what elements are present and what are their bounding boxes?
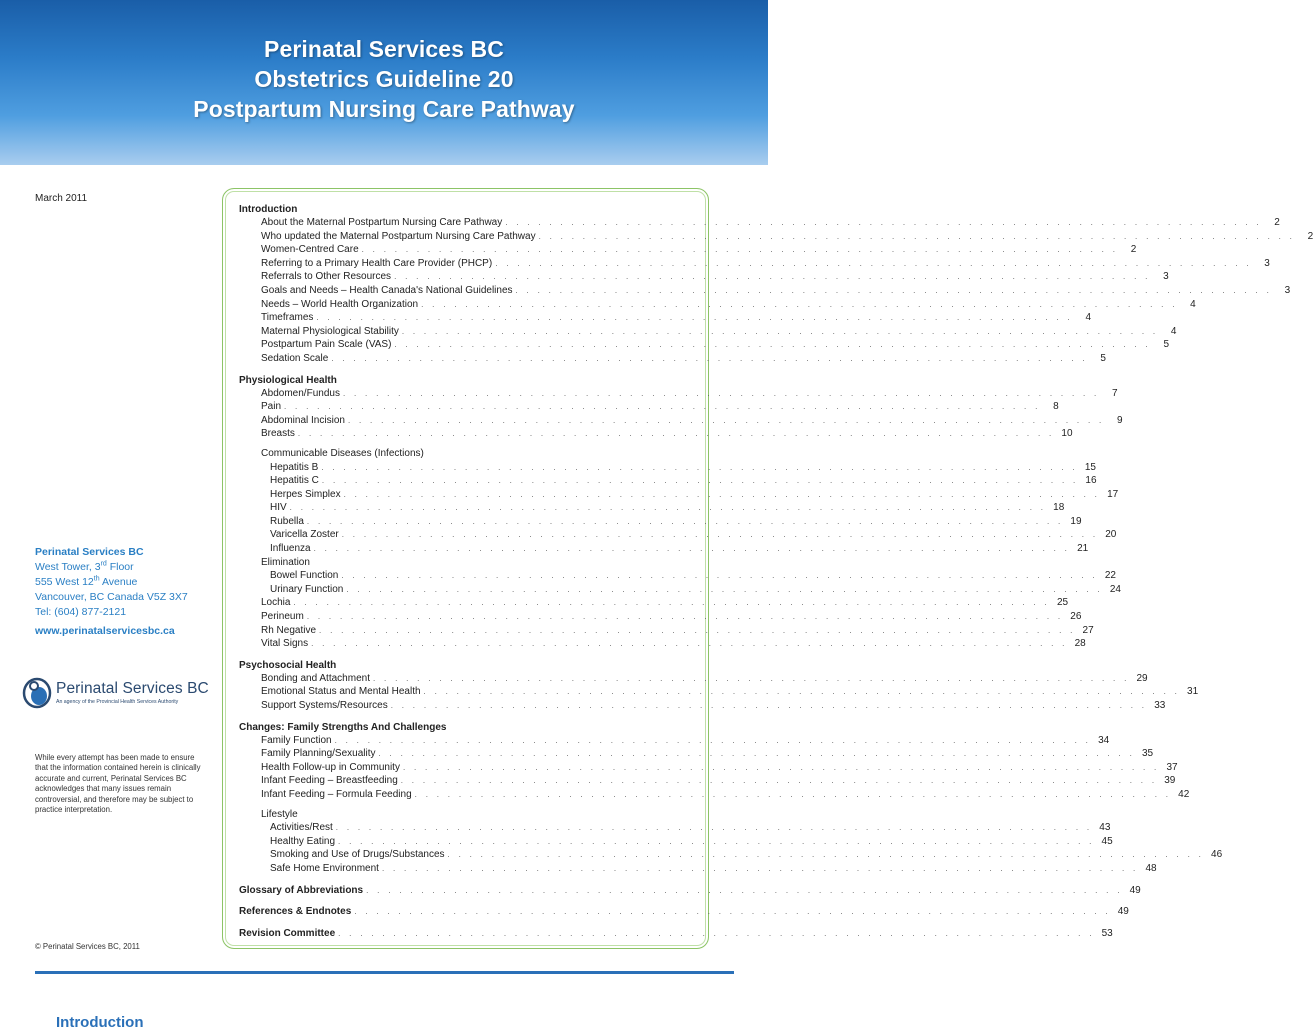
- toc-leader-dots: . . . . . . . . . . . . . . . . . . . . . . . . . . . . . . . . . . . . . . . . . . . . . . . . . . . . . . . . . . . . . . . . . . . . .: [313, 544, 1071, 554]
- toc-entry[interactable]: [239, 747, 1154, 761]
- toc-entry-title: Infant Feeding – Formula Feeding: [261, 788, 412, 800]
- toc-page-number: 3: [1163, 271, 1169, 283]
- header-title-line2: Obstetrics Guideline 20: [254, 65, 514, 92]
- toc-entry[interactable]: [239, 788, 1190, 802]
- logo-wordmark: [56, 680, 209, 705]
- toc-page-number: 4: [1085, 312, 1092, 324]
- toc-leader-dots: . . . . . . . . . . . . . . . . . . . . . . . . . . . . . . . . . . . . . . . . . . . . . . . . . . . . . . . . . . . . . . . . . . . . .: [505, 218, 1262, 227]
- toc-leader-dots: . . . . . . . . . . . . . . . . . . . . . . . . . . . . . . . . . . . . . . . . . . . . . . . . . . . . . . . . . . . . . . . . . . . . .: [381, 863, 1139, 873]
- toc-entry-title: Hepatitis B: [270, 461, 319, 473]
- toc-entry-title: Referrals to Other Resources: [261, 271, 392, 283]
- toc-entry-title: Abdominal Incision: [261, 414, 345, 426]
- toc-page-number: 22: [1104, 570, 1116, 582]
- footer-divider: [35, 971, 734, 974]
- toc-entry[interactable]: [239, 685, 1199, 699]
- toc-entry-title: About the Maternal Postpartum Nursing Care Pathway: [261, 217, 503, 228]
- toc-leader-dots: . . . . . . . . . . . . . . . . . . . . . . . . . . . . . . . . . . . . . . . . . . . . . . . . . . . . . . . . . . . . . . . . . . . . .: [372, 673, 1130, 683]
- toc-leader-dots: . . . . . . . . . . . . . . . . . . . . . . . . . . . . . . . . . . . . . . . . . . . . . . . . . . . . . . . . . . . . . . . . . . . . .: [515, 285, 1273, 295]
- contact-address-line3: Vancouver, BC Canada V5Z 3X7: [35, 591, 188, 603]
- toc-entry-title: Perineum: [261, 611, 304, 623]
- toc-list-references: [239, 905, 1129, 919]
- toc-entry[interactable]: [239, 699, 1166, 713]
- toc-entry-title: Maternal Physiological Stability: [261, 325, 399, 337]
- header-banner: [0, 0, 768, 165]
- toc-leader-dots: . . . . . . . . . . . . . . . . . . . . . . . . . . . . . . . . . . . . . . . . . . . . . . . . . . . . . . . . . . . . . . . . . . . . .: [378, 749, 1136, 759]
- toc-entry[interactable]: [239, 325, 1177, 339]
- website-link[interactable]: www.perinatalservicesbc.ca: [35, 625, 175, 637]
- toc-entry-title: Health Follow-up in Community: [261, 761, 400, 773]
- toc-page-number: 7: [1112, 387, 1118, 399]
- contact-block: [35, 545, 188, 639]
- toc-entry[interactable]: [239, 637, 1086, 651]
- toc-page-number: 17: [1107, 488, 1119, 500]
- toc-page-number: 43: [1099, 822, 1111, 834]
- toc-section-heading: Physiological Health: [239, 374, 337, 386]
- toc-list-psychosocial: [239, 672, 1199, 713]
- toc-entry[interactable]: [239, 848, 1223, 862]
- toc-entry[interactable]: [239, 905, 1129, 919]
- toc-page-number: 21: [1077, 543, 1089, 555]
- toc-page-number: 5: [1163, 339, 1170, 351]
- toc-page-number: 42: [1178, 788, 1190, 800]
- toc-entry[interactable]: [239, 387, 1118, 401]
- toc-leader-dots: . . . . . . . . . . . . . . . . . . . . . . . . . . . . . . . . . . . . . . . . . . . . . . . . . . . . . . . . . . . . . . . . . . . . .: [311, 639, 1068, 649]
- toc-entry[interactable]: [239, 311, 1092, 325]
- toc-page-number: 9: [1116, 414, 1123, 426]
- toc-entry-title: References & Endnotes: [239, 906, 352, 918]
- toc-entry-title: Hepatitis C: [270, 475, 319, 487]
- toc-entry-title: Herpes Simplex: [270, 488, 341, 500]
- copyright-notice: © Perinatal Services BC, 2011: [35, 942, 140, 951]
- toc-entry-title: Rubella: [270, 515, 304, 527]
- toc-list-physiological: [239, 387, 1123, 441]
- toc-entry[interactable]: [239, 583, 1121, 597]
- toc-page-number: 45: [1101, 835, 1113, 847]
- toc-leader-dots: . . . . . . . . . . . . . . . . . . . . . . . . . . . . . . . . . . . . . . . . . . . . . . . . . . . . . . . . . . . . . . . . . . . . .: [423, 687, 1181, 697]
- toc-entry-title: Family Function: [261, 734, 332, 746]
- toc-page-number: 34: [1098, 734, 1110, 746]
- toc-entry[interactable]: [239, 927, 1113, 941]
- toc-page-number: 37: [1166, 761, 1178, 773]
- toc-entry-title: Postpartum Pain Scale (VAS): [261, 339, 392, 351]
- toc-entry-title: Revision Committee: [239, 927, 336, 939]
- toc-leader-dots: . . . . . . . . . . . . . . . . . . . . . . . . . . . . . . . . . . . . . . . . . . . . . . . . . . . . . . . . . . . . . . . . . . . . .: [495, 258, 1252, 268]
- toc-list-revision: [239, 927, 1113, 941]
- toc-entry[interactable]: [239, 821, 1111, 835]
- header-title-line3: Postpartum Nursing Care Pathway: [193, 95, 575, 122]
- toc-section-heading: Psychosocial Health: [239, 659, 337, 671]
- toc-entry-title: Women-Centred Care: [261, 244, 359, 256]
- disclaimer-text: While every attempt has been made to ensure that the information contained herein is clinically accurate and current, Perinatal Services BC acknowledges that many issues remain controversial, and therefore may be subject to practice interpretation.: [35, 753, 201, 815]
- toc-entry[interactable]: [239, 835, 1113, 849]
- toc-entry-title: Breasts: [261, 428, 295, 440]
- toc-leader-dots: . . . . . . . . . . . . . . . . . . . . . . . . . . . . . . . . . . . . . . . . . . . . . . . . . . . . . . . . . . . . . . . . . . . . .: [321, 476, 1079, 486]
- toc-entry[interactable]: [239, 243, 1137, 257]
- toc-leader-dots: . . . . . . . . . . . . . . . . . . . . . . . . . . . . . . . . . . . . . . . . . . . . . . . . . . . . . . . . . . . . . . . . . . . . .: [297, 429, 1055, 439]
- toc-entry-title: Activities/Rest: [270, 822, 333, 834]
- toc-page-number: 39: [1164, 775, 1176, 787]
- toc-page-number: 4: [1170, 325, 1177, 337]
- toc-entry-title: Who updated the Maternal Postpartum Nursing Care Pathway: [261, 230, 536, 242]
- toc-subheading: Lifestyle: [261, 808, 298, 820]
- toc-leader-dots: . . . . . . . . . . . . . . . . . . . . . . . . . . . . . . . . . . . . . . . . . . . . . . . . . . . . . . . . . . . . . . . . . . . . .: [341, 571, 1098, 581]
- logo-name: Perinatal Services BC: [56, 680, 209, 697]
- toc-entry-title: Rh Negative: [261, 624, 317, 636]
- toc-leader-dots: . . . . . . . . . . . . . . . . . . . . . . . . . . . . . . . . . . . . . . . . . . . . . . . . . . . . . . . . . . . . . . . . . . . . .: [321, 462, 1078, 472]
- toc-entry-title: Family Planning/Sexuality: [261, 748, 376, 760]
- toc-page-number: 15: [1084, 461, 1096, 473]
- toc-entry[interactable]: [239, 461, 1096, 475]
- toc-page-number: 20: [1105, 529, 1117, 541]
- toc-page-number: 28: [1074, 638, 1086, 650]
- toc-entry-title: Sedation Scale: [261, 352, 329, 364]
- toc-leader-dots: . . . . . . . . . . . . . . . . . . . . . . . . . . . . . . . . . . . . . . . . . . . . . . . . . . . . . . . . . . . . . . . . . . . . .: [342, 388, 1100, 398]
- toc-leader-dots: . . . . . . . . . . . . . . . . . . . . . . . . . . . . . . . . . . . . . . . . . . . . . . . . . . . . . . . . . . . . . . . . . . . . .: [284, 402, 1041, 412]
- logo-tagline: An agency of the Provincial Health Services Authority: [56, 699, 179, 705]
- toc-entry[interactable]: [239, 216, 1280, 230]
- toc-entry-title: Urinary Function: [270, 583, 344, 595]
- toc-leader-dots: . . . . . . . . . . . . . . . . . . . . . . . . . . . . . . . . . . . . . . . . . . . . . . . . . . . . . . . . . . . . . . . . . . . . .: [400, 776, 1158, 786]
- toc-entry-title: Smoking and Use of Drugs/Substances: [270, 849, 445, 861]
- toc-page-number: 49: [1117, 906, 1129, 918]
- contact-address-line2: 555 West 12th Avenue: [35, 575, 138, 588]
- toc-leader-dots: . . . . . . . . . . . . . . . . . . . . . . . . . . . . . . . . . . . . . . . . . . . . . . . . . . . . . . . . . . . . . . . . . . . . .: [338, 928, 1095, 938]
- toc-entry[interactable]: [239, 414, 1123, 428]
- toc-leader-dots: . . . . . . . . . . . . . . . . . . . . . . . . . . . . . . . . . . . . . . . . . . . . . . . . . . . . . . . . . . . . . . . . . . . . .: [361, 245, 1119, 255]
- toc-leader-dots: . . . . . . . . . . . . . . . . . . . . . . . . . . . . . . . . . . . . . . . . . . . . . . . . . . . . . . . . . . . . . . . . . . . . .: [331, 353, 1088, 363]
- toc-entry-title: Healthy Eating: [270, 835, 336, 847]
- toc-page-number: 27: [1082, 624, 1094, 636]
- toc-entry-title: Safe Home Environment: [270, 862, 379, 874]
- contact-phone: Tel: (604) 877-2121: [35, 606, 127, 618]
- toc-entry[interactable]: [239, 352, 1106, 366]
- toc-page-number: 18: [1053, 502, 1065, 514]
- toc-entry[interactable]: [239, 298, 1196, 312]
- toc-entry-title: Glossary of Abbreviations: [239, 884, 364, 896]
- toc-entry[interactable]: [239, 501, 1065, 515]
- toc-page-number: 26: [1070, 611, 1082, 623]
- toc-subheading: Communicable Diseases (Infections): [261, 447, 424, 459]
- toc-leader-dots: . . . . . . . . . . . . . . . . . . . . . . . . . . . . . . . . . . . . . . . . . . . . . . . . . . . . . . . . . . . . . . . . . . . . .: [447, 850, 1205, 860]
- toc-page-number: 16: [1085, 475, 1097, 487]
- next-section-heading: Introduction: [56, 1014, 144, 1031]
- toc-leader-dots: . . . . . . . . . . . . . . . . . . . . . . . . . . . . . . . . . . . . . . . . . . . . . . . . . . . . . . . . . . . . . . . . . . . . .: [401, 326, 1159, 336]
- toc-entry[interactable]: [239, 230, 1313, 244]
- toc-list-changes: [239, 734, 1190, 802]
- toc-entry[interactable]: [239, 338, 1170, 352]
- toc-page-number: 29: [1136, 672, 1148, 684]
- toc-leader-dots: . . . . . . . . . . . . . . . . . . . . . . . . . . . . . . . . . . . . . . . . . . . . . . . . . . . . . . . . . . . . . . . . . . . . .: [346, 584, 1103, 594]
- toc-leader-dots: . . . . . . . . . . . . . . . . . . . . . . . . . . . . . . . . . . . . . . . . . . . . . . . . . . . . . . . . . . . . . . . . . . . . .: [338, 836, 1095, 846]
- toc-entry[interactable]: [239, 284, 1291, 298]
- toc-page-number: 10: [1061, 428, 1073, 440]
- toc-entry-title: Pain: [261, 401, 282, 413]
- toc-page-number: 46: [1211, 849, 1223, 861]
- toc-entry[interactable]: [239, 569, 1116, 583]
- logo-small-circle: [30, 682, 38, 690]
- table-of-contents: [239, 203, 1313, 940]
- toc-leader-dots: . . . . . . . . . . . . . . . . . . . . . . . . . . . . . . . . . . . . . . . . . . . . . . . . . . . . . . . . . . . . . . . . . . . . .: [354, 907, 1111, 917]
- toc-entry[interactable]: [239, 542, 1089, 556]
- toc-list-physiological-more: [239, 596, 1094, 650]
- toc-entry-title: Bonding and Attachment: [261, 672, 370, 684]
- toc-entry[interactable]: [239, 610, 1082, 624]
- toc-entry-title: Bowel Function: [270, 570, 339, 582]
- publication-date: March 2011: [35, 193, 88, 204]
- toc-subheading: Elimination: [261, 556, 310, 568]
- toc-page-number: 3: [1284, 284, 1291, 296]
- toc-list-glossary: [239, 884, 1141, 898]
- toc-page-number: 35: [1141, 748, 1154, 760]
- toc-leader-dots: . . . . . . . . . . . . . . . . . . . . . . . . . . . . . . . . . . . . . . . . . . . . . . . . . . . . . . . . . . . . . . . . . . . . .: [538, 231, 1296, 241]
- toc-leader-dots: . . . . . . . . . . . . . . . . . . . . . . . . . . . . . . . . . . . . . . . . . . . . . . . . . . . . . . . . . . . . . . . . . . . . .: [289, 503, 1047, 513]
- toc-leader-dots: . . . . . . . . . . . . . . . . . . . . . . . . . . . . . . . . . . . . . . . . . . . . . . . . . . . . . . . . . . . . . . . . . . . . .: [335, 823, 1093, 833]
- toc-leader-dots: . . . . . . . . . . . . . . . . . . . . . . . . . . . . . . . . . . . . . . . . . . . . . . . . . . . . . . . . . . . . . . . . . . . . .: [293, 598, 1051, 608]
- toc-page-number: 4: [1190, 298, 1196, 310]
- toc-leader-dots: . . . . . . . . . . . . . . . . . . . . . . . . . . . . . . . . . . . . . . . . . . . . . . . . . . . . . . . . . . . . . . . . . . . . .: [306, 612, 1064, 622]
- toc-entry[interactable]: [239, 515, 1082, 529]
- toc-list-lifestyle: [239, 821, 1223, 875]
- toc-list-communicable: [239, 461, 1119, 556]
- toc-entry-title: Infant Feeding – Breastfeeding: [261, 775, 398, 787]
- toc-leader-dots: . . . . . . . . . . . . . . . . . . . . . . . . . . . . . . . . . . . . . . . . . . . . . . . . . . . . . . . . . . . . . . . . . . . . .: [402, 762, 1160, 772]
- toc-entry[interactable]: [239, 474, 1097, 488]
- toc-leader-dots: . . . . . . . . . . . . . . . . . . . . . . . . . . . . . . . . . . . . . . . . . . . . . . . . . . . . . . . . . . . . . . . . . . . . .: [334, 735, 1092, 745]
- toc-entry-title: Referring to a Primary Health Care Provider (PHCP): [261, 257, 493, 269]
- toc-leader-dots: . . . . . . . . . . . . . . . . . . . . . . . . . . . . . . . . . . . . . . . . . . . . . . . . . . . . . . . . . . . . . . . . . . . . .: [347, 415, 1105, 425]
- toc-entry-title: Influenza: [270, 543, 311, 555]
- toc-entry[interactable]: [239, 862, 1157, 876]
- toc-entry-title: HIV: [270, 502, 287, 514]
- toc-leader-dots: . . . . . . . . . . . . . . . . . . . . . . . . . . . . . . . . . . . . . . . . . . . . . . . . . . . . . . . . . . . . . . . . . . . . .: [390, 701, 1148, 710]
- toc-page-number: 8: [1053, 401, 1059, 413]
- toc-page-number: 31: [1187, 686, 1199, 698]
- toc-leader-dots: . . . . . . . . . . . . . . . . . . . . . . . . . . . . . . . . . . . . . . . . . . . . . . . . . . . . . . . . . . . . . . . . . . . . .: [319, 625, 1076, 635]
- toc-leader-dots: . . . . . . . . . . . . . . . . . . . . . . . . . . . . . . . . . . . . . . . . . . . . . . . . . . . . . . . . . . . . . . . . . . . . .: [316, 313, 1074, 323]
- toc-entry-title: Needs – World Health Organization: [261, 298, 419, 310]
- toc-page-number: 19: [1070, 515, 1082, 527]
- toc-section-heading: Changes: Family Strengths And Challenges: [239, 721, 447, 733]
- toc-leader-dots: . . . . . . . . . . . . . . . . . . . . . . . . . . . . . . . . . . . . . . . . . . . . . . . . . . . . . . . . . . . . . . . . . . . . .: [414, 789, 1172, 799]
- toc-page-number: 24: [1109, 583, 1121, 595]
- toc-leader-dots: . . . . . . . . . . . . . . . . . . . . . . . . . . . . . . . . . . . . . . . . . . . . . . . . . . . . . . . . . . . . . . . . . . . . .: [306, 516, 1064, 526]
- contact-address-line1: West Tower, 3rd Floor: [35, 560, 134, 573]
- toc-entry-title: Vital Signs: [261, 638, 309, 650]
- toc-entry-title: Lochia: [261, 597, 291, 609]
- toc-entry[interactable]: [239, 270, 1169, 284]
- toc-entry[interactable]: [239, 672, 1148, 686]
- toc-entry[interactable]: [239, 774, 1176, 788]
- toc-entry[interactable]: [239, 624, 1094, 638]
- toc-section-heading: Introduction: [239, 204, 298, 215]
- toc-leader-dots: . . . . . . . . . . . . . . . . . . . . . . . . . . . . . . . . . . . . . . . . . . . . . . . . . . . . . . . . . . . . . . . . . . . . .: [366, 885, 1123, 895]
- toc-entry[interactable]: [239, 427, 1073, 441]
- toc-entry-title: Goals and Needs – Health Canada's National Guidelines: [261, 284, 513, 296]
- toc-page-number: 5: [1100, 352, 1106, 364]
- contact-org: Perinatal Services BC: [35, 546, 144, 558]
- toc-leader-dots: . . . . . . . . . . . . . . . . . . . . . . . . . . . . . . . . . . . . . . . . . . . . . . . . . . . . . . . . . . . . . . . . . . . . .: [343, 489, 1101, 499]
- toc-entry-title: Support Systems/Resources: [261, 700, 388, 711]
- toc-leader-dots: . . . . . . . . . . . . . . . . . . . . . . . . . . . . . . . . . . . . . . . . . . . . . . . . . . . . . . . . . . . . . . . . . . . . .: [394, 272, 1151, 282]
- toc-page-number: 53: [1101, 927, 1113, 939]
- toc-entry-title: Emotional Status and Mental Health: [261, 686, 421, 698]
- toc-list-elimination: [239, 569, 1121, 596]
- toc-page-number: 2: [1307, 230, 1313, 242]
- toc-entry[interactable]: [239, 257, 1270, 271]
- toc-entry-title: Varicella Zoster: [270, 529, 339, 541]
- toc-leader-dots: . . . . . . . . . . . . . . . . . . . . . . . . . . . . . . . . . . . . . . . . . . . . . . . . . . . . . . . . . . . . . . . . . . . . .: [394, 340, 1152, 350]
- toc-entry-title: Timeframes: [261, 312, 314, 324]
- toc-leader-dots: . . . . . . . . . . . . . . . . . . . . . . . . . . . . . . . . . . . . . . . . . . . . . . . . . . . . . . . . . . . . . . . . . . . . .: [341, 530, 1099, 540]
- toc-leader-dots: . . . . . . . . . . . . . . . . . . . . . . . . . . . . . . . . . . . . . . . . . . . . . . . . . . . . . . . . . . . . . . . . . . . . .: [421, 299, 1178, 309]
- toc-page-number: 33: [1154, 700, 1166, 711]
- toc-entry[interactable]: [239, 488, 1119, 502]
- toc-list-introduction: [239, 216, 1313, 366]
- toc-entry[interactable]: [239, 761, 1178, 775]
- toc-page-number: 49: [1129, 884, 1141, 896]
- header-title-line1: Perinatal Services BC: [264, 35, 504, 62]
- toc-page-number: 3: [1264, 257, 1270, 269]
- toc-entry[interactable]: [239, 884, 1141, 898]
- toc-entry[interactable]: [239, 400, 1059, 414]
- toc-page-number: 25: [1056, 597, 1069, 609]
- toc-page-number: 2: [1130, 244, 1137, 256]
- toc-page-number: 2: [1274, 217, 1280, 228]
- toc-entry[interactable]: [239, 528, 1117, 542]
- toc-entry-title: Abdomen/Fundus: [261, 387, 340, 399]
- toc-entry[interactable]: [239, 734, 1110, 748]
- toc-page-number: 48: [1145, 862, 1157, 874]
- toc-entry[interactable]: [239, 596, 1069, 610]
